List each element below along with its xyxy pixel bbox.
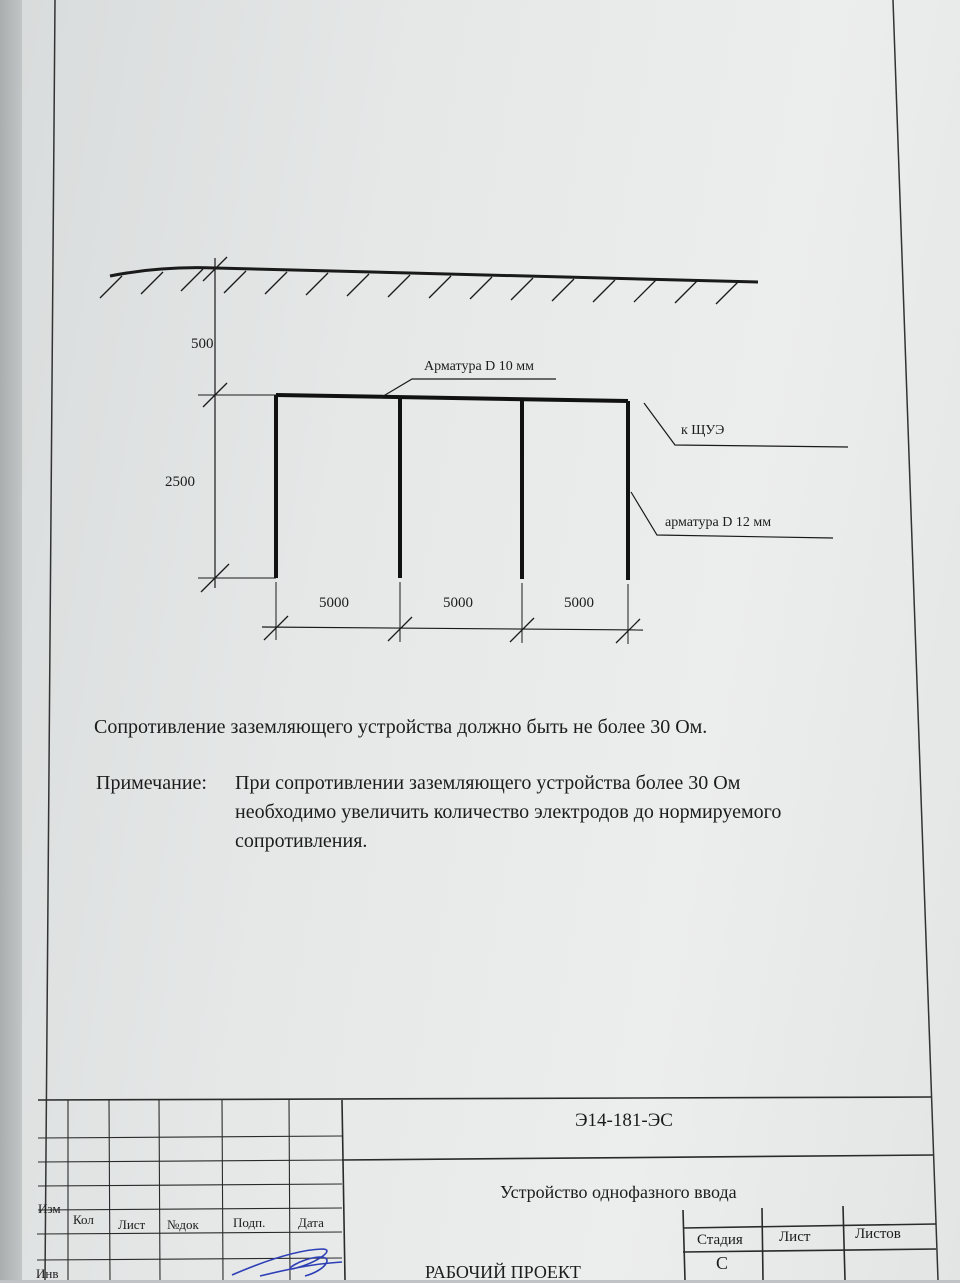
- frame-right-line: [893, 0, 938, 1280]
- panel-label: к ЩУЭ: [681, 423, 725, 438]
- document-title: Устройство однофазного ввода: [500, 1182, 737, 1202]
- resistance-requirement: Сопротивление заземляющего устройства должно быть не более 30 Ом.: [94, 716, 708, 738]
- column-kol: Кол: [73, 1212, 94, 1227]
- signature-mark: [232, 1249, 342, 1276]
- column-list: Лист: [118, 1217, 146, 1232]
- column-ndok: №док: [167, 1217, 199, 1232]
- column-podp: Подп.: [233, 1215, 266, 1230]
- column-data: Дата: [298, 1215, 324, 1230]
- note-line-3: сопротивления.: [235, 830, 368, 852]
- spacing-label-1: 5000: [319, 595, 349, 611]
- top-bar-label: Арматура D 10 мм: [424, 359, 534, 374]
- spacing-label-2: 5000: [443, 595, 473, 611]
- depth-dimension-label: 500: [191, 336, 214, 352]
- project-type: РАБОЧИЙ ПРОЕКТ: [425, 1262, 581, 1282]
- stage-header: Стадия: [697, 1232, 743, 1248]
- horizontal-bar-rebar-10: [276, 395, 628, 401]
- sheet-header: Лист: [779, 1229, 811, 1245]
- dimension-extension-lines: [276, 582, 628, 644]
- sheets-header: Листов: [855, 1226, 901, 1242]
- column-izm: Изм: [38, 1201, 61, 1216]
- leader-panel: [644, 403, 848, 447]
- horizontal-dimension-line: [262, 627, 643, 630]
- note-line-1: При сопротивлении заземляющего устройства более 30 Ом: [235, 772, 741, 794]
- bottom-left-fragment: Инв: [36, 1266, 59, 1281]
- height-dimension-label: 2500: [165, 474, 195, 490]
- stage-value: С: [716, 1253, 729, 1273]
- document-code: Э14-181-ЭС: [575, 1110, 673, 1131]
- spacing-label-3: 5000: [564, 595, 594, 611]
- leader-top-bar: [380, 379, 556, 398]
- ground-surface-line: [110, 268, 758, 282]
- note-label: Примечание:: [96, 772, 207, 794]
- title-block-frame: [38, 1097, 936, 1280]
- electrode-label: арматура D 12 мм: [665, 515, 772, 530]
- note-line-2: необходимо увеличить количество электродов до нормируемого: [235, 801, 782, 823]
- frame-left-line: [45, 0, 55, 1280]
